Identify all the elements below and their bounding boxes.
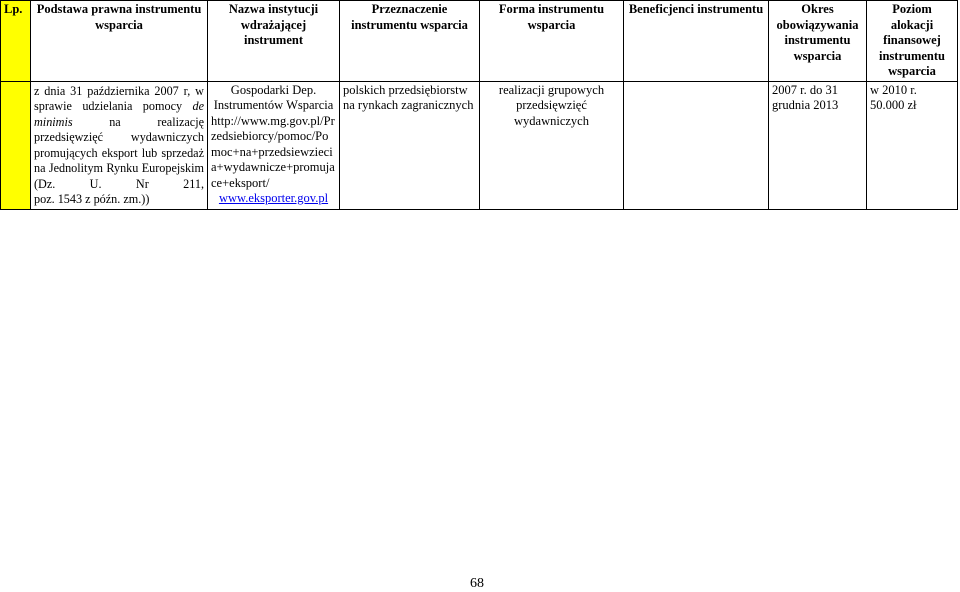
legal-basis-italic: de minimis [34,99,204,129]
cell-allocation [867,81,958,209]
cell-lp [1,81,31,209]
table-row [1,81,958,209]
cell-purpose: polskich przedsiębiorstw na rynkach zagranicznych [340,81,480,209]
cell-legal-basis [31,81,208,209]
allocation-amount: 50.000 zł [870,98,917,112]
header-allocation: Poziom alokacji finansowej instrumentu wsparcia [867,1,958,82]
cell-form: realizacji grupowych przedsięwzięć wydawniczych [480,81,624,209]
header-institution: Nazwa instytucji wdrażającej instrument [208,1,340,82]
header-period: Okres obowiązywania instrumentu wsparcia [769,1,867,82]
header-lp: Lp. [1,1,31,82]
cell-beneficiaries [624,81,769,209]
support-instruments-table [0,0,958,210]
header-legal-basis: Podstawa prawna instrumentu wsparcia [31,1,208,82]
institution-url[interactable]: http://www.mg.gov.pl/Przedsiebiorcy/pomoc/Pomoc+na+przedsiewzieci a+wydawnicze+promujace+eksport/ [211,113,335,190]
cell-institution [208,81,340,209]
header-purpose: Przeznaczenie instrumentu wsparcia [340,1,480,82]
allocation-year: w 2010 r. [870,82,917,97]
table-header-row [1,1,958,82]
eksporter-link[interactable]: www.eksporter.gov.pl [218,191,329,205]
cell-period: 2007 r. do 31 grudnia 2013 [769,81,867,209]
legal-basis-text: z dnia 31 października 2007 r, w sprawie udzielania pomocy [34,83,204,113]
legal-basis-last-line: poz. 1543 z późn. zm.)) [34,192,150,206]
header-form: Forma instrumentu wsparcia [480,1,624,82]
page-number: 68 [470,576,484,591]
header-beneficiaries: Beneficjenci instrumentu [624,1,769,82]
institution-name: Gospodarki Dep. Instrumentów Wsparcia [213,82,334,112]
legal-basis-text-cont: na realizację przedsięwzięć wydawniczych promujących eksport lub sprzedaż na Jednolitym Rynku Europejskim (Dz. U. Nr 211, [34,114,204,191]
